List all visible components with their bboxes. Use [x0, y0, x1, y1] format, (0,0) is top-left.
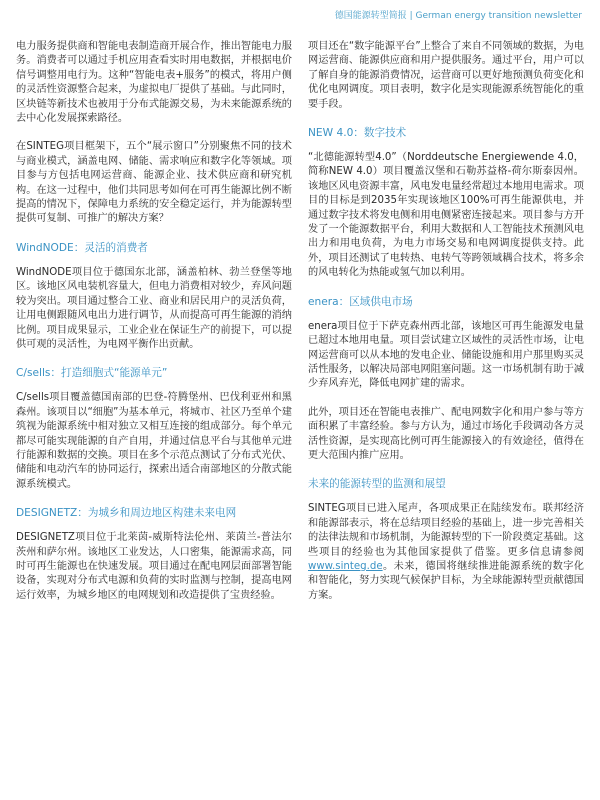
paragraph-text: 。未来，德国将继续推进能源系统的数字化和智能化，努力实现气候保护目标，为全球能源转型贡献德国方案。	[308, 560, 584, 601]
paragraph: C/sells项目覆盖德国南部的巴登-符腾堡州、巴伐利亚州和黑森州。该项目以“细胞”为基本单元，将城市、社区乃至单个建筑视为能源系统中相对独立又相互连接的组成部分。每个单元都尽可能实现能源的自产自用，并通过信息平台与其他单元进行能源和数据的交换。项目在多个示范点测试了分布式光伏、储能和电动汽车的协同运行，探索出适合南部地区的分散式能源系统模式。	[16, 392, 292, 490]
section-heading-enera: enera：区域供电市场	[308, 295, 413, 308]
section-heading-csells: C/sells：打造细胞式“能源单元”	[16, 367, 168, 380]
section-heading-windnode: WindNODE：灵活的消费者	[16, 241, 148, 254]
paragraph: 在SINTEG项目框架下，五个“展示窗口”分别聚焦不同的技术与商业模式，涵盖电网、储能、需求响应和数字化等领域。项目参与方包括电网运营商、能源企业、技术供应商和研究机构。在这一过程中，他们共同思考如何在可再生能源比例不断提高的情况下，保障电力系统的安全稳定运行，并为能源转型提供可复制、可推广的解决方案？	[16, 141, 292, 225]
page-header: 德国能源转型简报 | German energy transition newsletter	[334, 11, 582, 21]
paragraph: “北德能源转型4.0”（Norddeutsche Energiewende 4.0，简称NEW 4.0）项目覆盖汉堡和石勒苏益格-荷尔斯泰因州。该地区风电资源丰富，风电发电量经常超过本地用电需求。项目的目标是到2035年实现该地区100%可再生能源供电，并通过数字技术将发电侧和用电侧紧密连接起来。项目参与方开发了一个能源数据平台，利用大数据和人工智能技术预测风电出力和用电负荷，为电力市场交易和电网调度提供支持。此外，项目还测试了电转热、电转气等跨领域耦合技术，将多余的风电转化为热能或氢气加以利用。	[308, 152, 584, 279]
paragraph	[308, 502, 584, 603]
section-heading-outlook: 未来的能源转型的监测和展望	[308, 478, 446, 491]
paragraph-text: SINTEG项目已进入尾声，各项成果正在陆续发布。联邦经济和能源部表示，将在总结项目经验的基础上，进一步完善相关的法律法规和市场机制，为能源转型的下一阶段奠定基础。这些项目的经验也为其他国家提供了借鉴。更多信息请参阅	[308, 503, 584, 558]
paragraph: 此外，项目还在智能电表推广、配电网数字化和用户参与等方面积累了丰富经验。参与方认为，通过市场化手段调动各方灵活性资源，是实现高比例可再生能源接入的有效途径，值得在更大范围内推广应用。	[308, 406, 584, 461]
paragraph: enera项目位于下萨克森州西北部，该地区可再生能源发电量已超过本地用电量。项目尝试建立区域性的灵活性市场，让电网运营商可以从本地的发电企业、储能设施和用户那里购买灵活性服务，以解决局部电网阻塞问题。这一市场机制有助于减少弃风弃光，降低电网扩建的需求。	[308, 320, 584, 390]
paragraph: WindNODE项目位于德国东北部，涵盖柏林、勃兰登堡等地区。该地区风电装机容量大，但电力消费相对较少，弃风问题较为突出。项目通过整合工业、商业和居民用户的灵活负荷，让用电侧跟随风电出力进行调节，从而提高可再生能源的消纳比例。项目成果显示，工业企业在保证生产的前提下，可以提供可观的灵活性，为电网平衡作出贡献。	[16, 266, 292, 350]
paragraph: DESIGNETZ项目位于北莱茵-威斯特法伦州、莱茵兰-普法尔茨州和萨尔州。该地区工业发达，人口密集，能源需求高，同时可再生能源也在快速发展。项目通过在配电网层面部署智能设备，实现对分布式电源和负荷的实时监测与控制，提高电网运行效率，为城乡地区的电网规划和改造提供了宝贵经验。	[16, 532, 292, 601]
right-column	[308, 40, 584, 792]
sinteg-link[interactable]: www.sinteg.de	[308, 560, 383, 572]
left-column	[16, 40, 292, 792]
section-heading-new40: NEW 4.0：数字技术	[308, 127, 407, 140]
paragraph: 项目还在“数字能源平台”上整合了来自不同领域的数据，为电网运营商、能源供应商和用户提供服务。通过平台，用户可以了解自身的能源消费情况，运营商可以更好地预测负荷变化和优化电网调度。项目表明，数字化是实现能源系统智能化的重要手段。	[308, 41, 584, 110]
section-heading-designetz: DESIGNETZ：为城乡和周边地区构建未来电网	[16, 507, 237, 520]
paragraph: 电力服务提供商和智能电表制造商开展合作，推出智能电力服务。消费者可以通过手机应用查看实时用电数据，并根据电价信号调整用电行为。这种“智能电表+服务”的模式，将用户侧的灵活性资源整合起来，为虚拟电厂提供了基础。与此同时，区块链等新技术也被用于分布式能源交易，为未来能源系统的去中心化发展探索路径。	[16, 41, 292, 125]
